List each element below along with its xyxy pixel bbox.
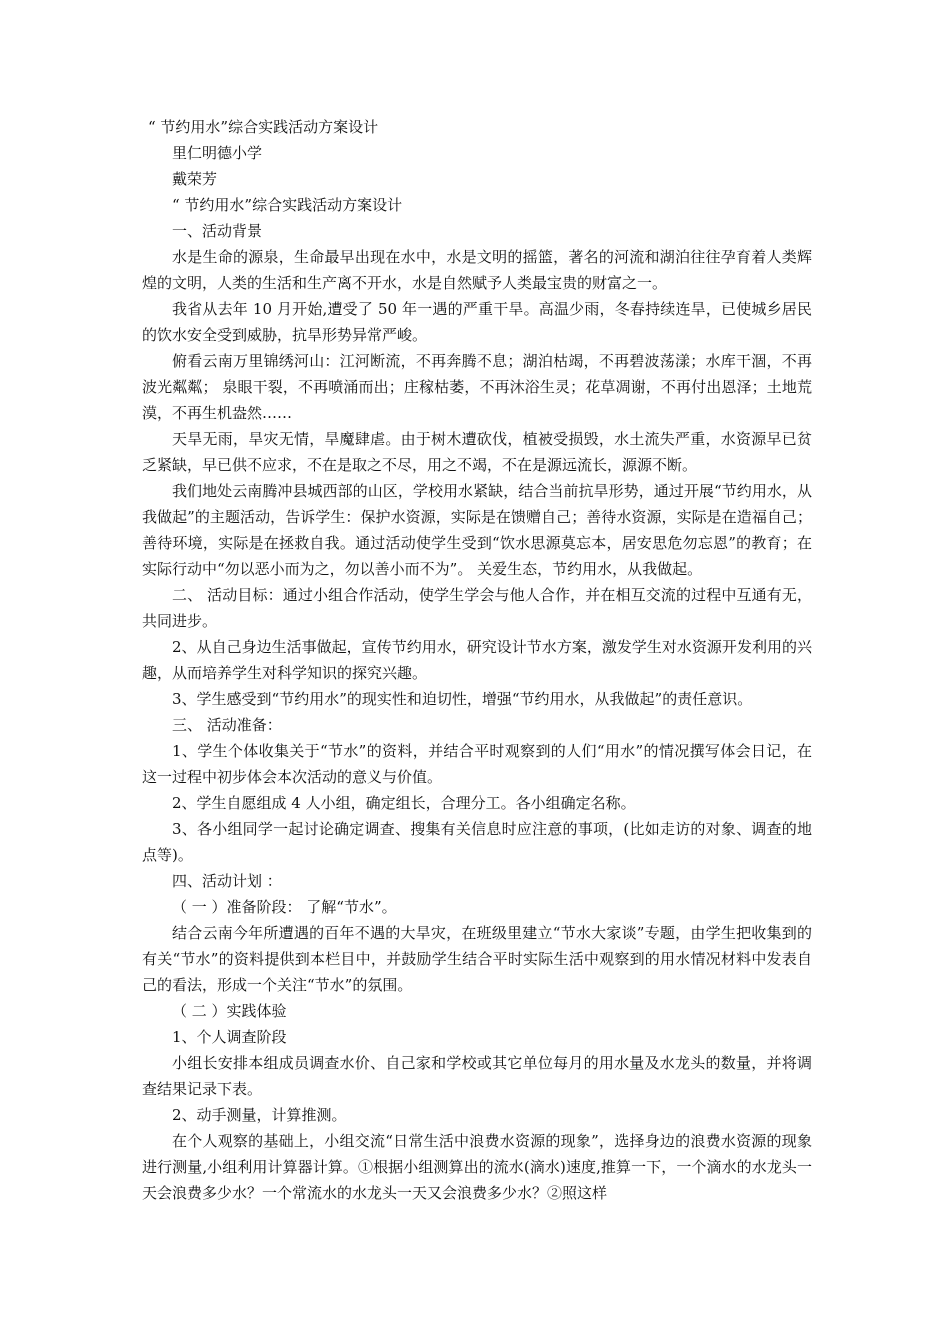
school-name: 里仁明德小学 [172,144,263,162]
document-subtitle: “ 节约用水”综合实践活动方案设计 [172,196,403,214]
section-heading-plan: 四、活动计划 ： [172,872,282,890]
paragraph-goals-3: 3、学生感受到“节约用水”的现实性和迫切性，增强“节约用水，从我做起”的责任意识。 [172,690,753,708]
paragraph-plan-2: 小组长安排本组成员调查水价、自己家和学校或其它单位每月的用水量及水龙头的数量，并将调查结果记录下表。 [142,1054,812,1098]
plan-stage-2: （ 二 ）实践体验 [172,1002,287,1020]
paragraph-background-1: 水是生命的源泉，生命最早出现在水中，水是文明的摇篮，著名的河流和湖泊往往孕育着人类辉煌的文明，人类的生活和生产离不开水，水是自然赋予人类最宝贵的财富之一。 [142,248,812,292]
paragraph-background-5: 我们地处云南腾冲县城西部的山区，学校用水紧缺，结合当前抗旱形势，通过开展“节约用水，从我做起”的主题活动，告诉学生：保护水资源，实际是在馈赠自己；善待水资源，实际是在造福自己；善待环境，实际是在拯救自我。通过活动使学生受到“饮水思源莫忘本，居安思危勿忘恩”的教育；在实际行动中“勿以恶小而为之，勿以善小而不为”。 关爱生态，节约用水，从我做起。 [142,482,812,578]
plan-stage-1: （ 一 ）准备阶段： 了解“节水”。 [172,898,397,916]
section-heading-preparation: 三、 活动准备： [172,716,282,734]
document-page [142,114,812,1206]
paragraph-preparation-3: 3、各小组同学一起讨论确定调查、搜集有关信息时应注意的事项，(比如走访的对象、调查的地点等)。 [142,820,812,864]
section-heading-background: 一、活动背景 [172,222,263,240]
paragraph-plan-3: 在个人观察的基础上，小组交流“日常生活中浪费水资源的现象”，选择身边的浪费水资源的现象进行测量,小组利用计算器计算。①根据小组测算出的流水(滴水)速度,推算一下，一个滴水的水龙头一天会浪费多少水？一个常流水的水龙头一天又会浪费多少水？②照这样 [142,1132,812,1202]
paragraph-background-2: 我省从去年 10 月开始,遭受了 50 年一遇的严重干旱。高温少雨，冬春持续连旱，已使城乡居民的饮水安全受到威胁，抗旱形势异常严峻。 [142,300,812,344]
author-name: 戴荣芳 [172,170,218,188]
paragraph-goals-1: 二、 活动目标：通过小组合作活动，使学生学会与他人合作，并在相互交流的过程中互通有无，共同进步。 [142,586,812,630]
paragraph-preparation-1: 1、学生个体收集关于“节水”的资料，并结合平时观察到的人们“用水”的情况撰写体会日记，在这一过程中初步体会本次活动的意义与价值。 [142,742,812,786]
paragraph-preparation-2: 2、学生自愿组成 4 人小组，确定组长，合理分工。各小组确定名称。 [172,794,636,812]
paragraph-background-4: 天旱无雨，旱灾无情，旱魔肆虐。由于树木遭砍伐，植被受损毁，水土流失严重，水资源早已贫乏紧缺，早已供不应求，不在是取之不尽，用之不竭，不在是源远流长，源源不断。 [142,430,812,474]
paragraph-goals-2: 2、从自己身边生活事做起，宣传节约用水，研究设计节水方案，激发学生对水资源开发利用的兴趣，从而培养学生对科学知识的探究兴趣。 [142,638,812,682]
paragraph-plan-1: 结合云南今年所遭遇的百年不遇的大旱灾，在班级里建立“节水大家谈”专题，由学生把收集到的有关“节水”的资料提供到本栏目中，并鼓励学生结合平时实际生活中观察到的用水情况材料中发表自己的看法，形成一个关注“节水”的氛围。 [142,924,812,994]
paragraph-background-3: 俯看云南万里锦绣河山：江河断流，不再奔腾不息；湖泊枯竭，不再碧波荡漾；水库干涸，不再波光粼粼； 泉眼干裂，不再喷涌而出；庄稼枯萎，不再沐浴生灵；花草凋谢，不再付出恩泽；土地荒漠，不再生机盎然…… [142,352,812,422]
document-title: “ 节约用水”综合实践活动方案设计 [148,118,379,136]
plan-step-1: 1、个人调查阶段 [172,1028,287,1046]
plan-step-2: 2、动手测量，计算推测。 [172,1106,347,1124]
